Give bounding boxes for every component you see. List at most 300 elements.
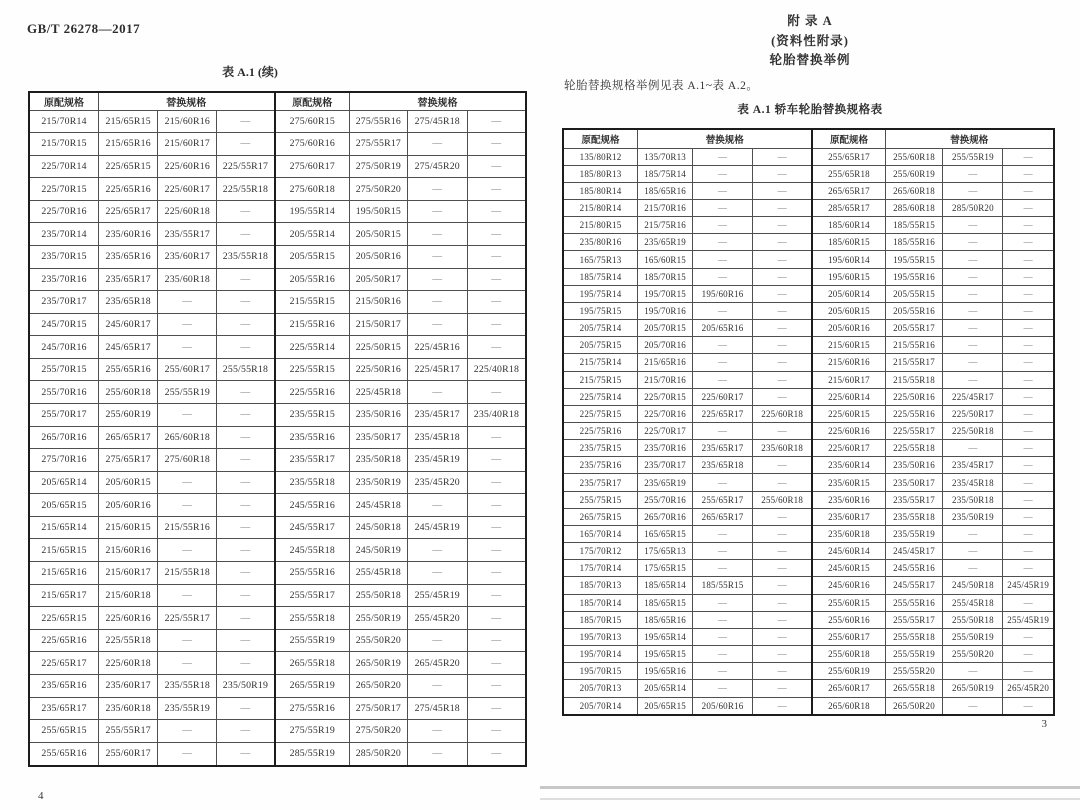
spec-cell: 195/70R15 [638,285,693,302]
spec-cell: — [943,217,1003,234]
spec-cell: 235/75R15 [563,440,638,457]
spec-cell: 255/65R15 [29,720,99,743]
table-row [29,449,526,472]
spec-cell: — [467,720,526,743]
spec-cell: 225/60R16 [99,607,158,630]
spec-cell: — [753,234,813,251]
page-right [540,0,1080,810]
table-row [563,199,1054,216]
table-row [563,440,1054,457]
spec-cell: — [217,133,275,156]
spec-cell: 255/60R17 [812,628,885,645]
spec-cell: 255/50R18 [350,584,408,607]
table-row [563,457,1054,474]
spec-cell: — [217,494,275,517]
spec-cell: 235/60R17 [158,245,217,268]
spec-cell: 205/65R15 [29,494,99,517]
spec-cell: — [943,354,1003,371]
spec-cell: — [467,133,526,156]
spec-cell: 235/60R18 [158,268,217,291]
spec-cell: 245/50R18 [943,577,1003,594]
spec-cell: — [217,291,275,314]
spec-cell: 255/55R18 [275,607,350,630]
spec-cell: — [217,200,275,223]
spec-cell: 225/65R16 [99,178,158,201]
spec-cell: 235/65R18 [693,457,753,474]
spec-cell: — [1003,165,1054,182]
right-spec-table [562,128,1055,716]
table-row [563,525,1054,542]
spec-cell: 265/65R17 [812,182,885,199]
spec-cell: — [693,371,753,388]
spec-cell: — [693,354,753,371]
spec-cell: 235/55R18 [217,245,275,268]
spec-cell: — [158,652,217,675]
spec-cell: 255/50R19 [350,607,408,630]
spec-cell: 265/75R15 [563,508,638,525]
spec-cell: 275/50R19 [350,155,408,178]
spec-cell: — [217,426,275,449]
spec-cell: 275/70R16 [29,449,99,472]
table-row [563,182,1054,199]
table-row [563,680,1054,697]
spec-cell: 215/65R15 [99,110,158,133]
spec-cell: 225/55R17 [158,607,217,630]
spec-cell: 225/70R15 [29,178,99,201]
table-row [563,594,1054,611]
spec-cell: — [158,404,217,427]
spec-cell: — [1003,560,1054,577]
table-row [563,148,1054,165]
spec-cell: 205/55R15 [275,245,350,268]
spec-cell: 185/80R13 [563,165,638,182]
spec-cell: 235/50R18 [350,449,408,472]
spec-cell: 225/60R18 [99,652,158,675]
table-row [29,268,526,291]
spec-cell: 205/60R15 [99,471,158,494]
spec-cell: — [407,245,467,268]
spec-cell: 215/65R16 [29,562,99,585]
spec-cell: — [467,629,526,652]
spec-cell: — [1003,337,1054,354]
table-row [29,516,526,539]
spec-cell: 285/65R17 [812,199,885,216]
spec-cell: 245/70R16 [29,336,99,359]
spec-cell: 215/65R16 [99,133,158,156]
spec-cell: 255/60R17 [99,742,158,766]
spec-cell: — [1003,491,1054,508]
spec-cell: — [217,720,275,743]
spec-cell: 245/65R17 [99,336,158,359]
spec-cell: 255/65R18 [812,165,885,182]
spec-cell: 205/60R16 [693,697,753,715]
spec-cell: — [753,302,813,319]
table-row [563,285,1054,302]
spec-cell: 255/60R19 [99,404,158,427]
spec-cell: 225/60R17 [158,178,217,201]
spec-cell: 255/45R19 [407,584,467,607]
spec-cell: 255/50R20 [350,629,408,652]
table-row [563,611,1054,628]
spec-cell: — [753,611,813,628]
table-row [563,388,1054,405]
spec-cell: — [1003,440,1054,457]
spec-cell: 175/70R14 [563,560,638,577]
spec-cell: 195/70R15 [563,663,638,680]
spec-cell: — [467,223,526,246]
spec-cell: 255/45R19 [1003,611,1054,628]
spec-cell: 205/65R15 [638,697,693,715]
spec-cell: 255/65R17 [693,491,753,508]
spec-cell: — [753,508,813,525]
spec-cell: 205/55R15 [885,285,943,302]
table-row [563,165,1054,182]
spec-cell: 255/70R15 [29,358,99,381]
spec-cell: — [1003,251,1054,268]
spec-cell: — [1003,182,1054,199]
spec-cell: 165/65R15 [638,525,693,542]
spec-cell: 245/45R19 [1003,577,1054,594]
spec-cell: — [943,285,1003,302]
spec-cell: — [753,388,813,405]
spec-cell: — [217,268,275,291]
spec-cell: 225/50R16 [885,388,943,405]
table-row [29,697,526,720]
spec-cell: — [1003,302,1054,319]
spec-cell: 245/60R16 [812,577,885,594]
spec-cell: 255/65R16 [99,358,158,381]
spec-cell: 215/75R15 [563,371,638,388]
spec-cell: — [1003,388,1054,405]
spec-cell: — [753,628,813,645]
spec-cell: — [693,628,753,645]
spec-cell: 255/60R16 [812,611,885,628]
spec-cell: 235/65R18 [99,291,158,314]
spec-cell: 235/70R17 [29,291,99,314]
spec-cell: — [467,607,526,630]
spec-cell: 275/55R16 [350,110,408,133]
spec-cell: 185/60R15 [812,234,885,251]
spec-cell: 205/65R14 [638,680,693,697]
spec-cell: 225/55R17 [217,155,275,178]
spec-cell: 265/50R19 [350,652,408,675]
table-row [563,354,1054,371]
spec-cell: — [1003,663,1054,680]
spec-cell: 215/60R16 [812,354,885,371]
table-row [29,607,526,630]
spec-cell: 235/70R15 [29,245,99,268]
table-row [29,742,526,766]
spec-cell: — [753,268,813,285]
spec-cell: — [158,313,217,336]
spec-cell: 245/55R17 [885,577,943,594]
spec-cell: — [467,110,526,133]
spec-cell: 185/75R14 [563,268,638,285]
spec-cell: 255/55R20 [885,663,943,680]
spec-cell: 235/65R19 [638,474,693,491]
header-replacement-spec: 替换规格 [885,129,1054,148]
spec-cell: 235/65R16 [99,245,158,268]
spec-cell: 235/55R19 [158,697,217,720]
spec-cell: 215/55R18 [885,371,943,388]
spec-cell: 235/60R16 [99,223,158,246]
spec-cell: 235/65R16 [29,674,99,697]
table-row [563,577,1054,594]
spec-cell: 235/45R19 [407,449,467,472]
spec-cell: 215/80R15 [563,217,638,234]
spec-cell: 275/50R20 [350,178,408,201]
spec-cell: — [217,539,275,562]
spec-cell: 185/65R16 [638,611,693,628]
spec-cell: — [693,560,753,577]
table-row [563,251,1054,268]
spec-cell: — [407,268,467,291]
spec-cell: 255/55R16 [275,562,350,585]
spec-cell: 265/55R19 [275,674,350,697]
spec-cell: — [693,268,753,285]
spec-cell: — [943,543,1003,560]
table-row [563,217,1054,234]
spec-cell: 195/70R14 [563,646,638,663]
table-row [29,223,526,246]
spec-cell: — [693,543,753,560]
spec-cell: 245/55R17 [275,516,350,539]
spec-cell: 175/70R12 [563,543,638,560]
spec-cell: 195/75R15 [563,302,638,319]
table-row [563,320,1054,337]
spec-cell: 185/65R16 [638,182,693,199]
spec-cell: — [753,594,813,611]
left-spec-table [28,91,527,767]
spec-cell: 245/55R18 [275,539,350,562]
spec-cell: 265/65R17 [693,508,753,525]
spec-cell: — [467,471,526,494]
spec-cell: 205/65R16 [693,320,753,337]
spec-cell: — [1003,697,1054,715]
spec-cell: 215/60R17 [812,371,885,388]
spec-cell: — [753,474,813,491]
spec-cell: 225/55R15 [275,358,350,381]
spec-cell: — [467,516,526,539]
spec-cell: 235/60R18 [99,697,158,720]
spec-cell: — [753,251,813,268]
spec-cell: 255/55R18 [885,628,943,645]
spec-cell: 255/70R17 [29,404,99,427]
spec-cell: 205/55R16 [275,268,350,291]
spec-cell: 225/60R15 [812,405,885,422]
spec-cell: — [753,646,813,663]
spec-cell: 225/70R16 [638,405,693,422]
spec-cell: 235/65R19 [638,234,693,251]
spec-cell: 195/70R16 [638,302,693,319]
spec-cell: 255/60R19 [812,663,885,680]
spec-cell: 205/60R15 [812,302,885,319]
spec-cell: — [1003,199,1054,216]
spec-cell: 215/75R16 [638,217,693,234]
spec-cell: 225/55R18 [217,178,275,201]
spec-cell: 225/60R17 [693,388,753,405]
spec-cell: — [753,337,813,354]
spec-cell: — [753,199,813,216]
spec-cell: 245/70R15 [29,313,99,336]
table-row [563,405,1054,422]
spec-cell: — [407,223,467,246]
appendix-topic: 轮胎替换举例 [769,53,851,67]
spec-cell: 255/50R20 [943,646,1003,663]
spec-cell: — [467,494,526,517]
spec-cell: 215/65R16 [638,354,693,371]
spec-cell: 255/70R16 [29,381,99,404]
spec-cell: 255/55R16 [885,594,943,611]
spec-cell: 205/60R16 [812,320,885,337]
spec-cell: 205/70R16 [638,337,693,354]
spec-cell: — [1003,320,1054,337]
spec-cell: — [467,742,526,766]
spec-cell: 215/55R16 [158,516,217,539]
spec-cell: — [693,611,753,628]
spec-cell: 235/50R19 [217,674,275,697]
spec-cell: 255/45R18 [350,562,408,585]
standard-code: GB/T 26278—2017 [27,21,141,36]
spec-cell: 235/50R17 [350,426,408,449]
appendix-heading [540,12,1080,71]
spec-cell: — [1003,628,1054,645]
spec-cell: 255/60R17 [158,358,217,381]
spec-cell: — [217,110,275,133]
spec-cell: 205/70R14 [563,697,638,715]
spec-cell: 215/65R15 [29,539,99,562]
spec-cell: — [217,607,275,630]
spec-cell: — [1003,508,1054,525]
spec-cell: 265/50R20 [885,697,943,715]
spec-cell: 225/60R17 [812,440,885,457]
spec-cell: 225/50R16 [350,358,408,381]
spec-cell: 275/45R20 [407,155,467,178]
spec-cell: 235/55R18 [885,508,943,525]
spec-cell: 185/55R15 [885,217,943,234]
table-row [563,560,1054,577]
right-table-header-row [563,129,1054,148]
spec-cell: — [693,302,753,319]
spec-cell: 235/70R16 [29,268,99,291]
spec-cell: 205/50R15 [350,223,408,246]
spec-cell: — [1003,423,1054,440]
spec-cell: 255/55R19 [275,629,350,652]
spec-cell: 265/60R18 [812,697,885,715]
spec-cell: — [693,474,753,491]
spec-cell: 255/60R18 [99,381,158,404]
spec-cell: 215/60R16 [99,539,158,562]
spec-cell: 265/45R20 [1003,680,1054,697]
spec-cell: 185/65R14 [638,577,693,594]
spec-cell: 265/70R16 [638,508,693,525]
spec-cell: — [943,440,1003,457]
spec-cell: — [217,449,275,472]
spec-cell: 215/60R15 [99,516,158,539]
spec-cell: — [693,182,753,199]
spec-cell: 235/70R14 [29,223,99,246]
spec-cell: 255/55R17 [275,584,350,607]
spec-cell: 235/50R19 [350,471,408,494]
spec-cell: 255/60R18 [812,646,885,663]
spec-cell: 275/60R16 [275,133,350,156]
spec-cell: 265/70R16 [29,426,99,449]
spec-cell: — [943,697,1003,715]
spec-cell: 205/60R16 [99,494,158,517]
spec-cell: 225/55R16 [275,381,350,404]
spec-cell: 235/80R16 [563,234,638,251]
table-row [563,543,1054,560]
table-row [29,178,526,201]
spec-cell: 185/70R14 [563,594,638,611]
spec-cell: 285/50R20 [943,199,1003,216]
spec-cell: — [467,426,526,449]
spec-cell: 255/55R19 [885,646,943,663]
table-row [29,155,526,178]
spec-cell: 185/55R15 [693,577,753,594]
spec-cell: 225/70R15 [638,388,693,405]
spec-cell: 265/60R17 [812,680,885,697]
spec-cell: 215/60R15 [812,337,885,354]
spec-cell: — [467,449,526,472]
spec-cell: — [943,320,1003,337]
header-original-spec: 原配规格 [812,129,885,148]
spec-cell: — [1003,268,1054,285]
spec-cell: — [467,381,526,404]
table-row [29,674,526,697]
spec-cell: 225/75R14 [563,388,638,405]
spec-cell: 255/55R19 [158,381,217,404]
spec-cell: — [217,381,275,404]
header-original-spec: 原配规格 [563,129,638,148]
table-row [29,629,526,652]
spec-cell: — [693,199,753,216]
spec-cell: 235/50R18 [943,491,1003,508]
spec-cell: 225/60R18 [158,200,217,223]
spec-cell: 225/70R14 [29,155,99,178]
spec-cell: — [753,697,813,715]
spec-cell: 235/75R16 [563,457,638,474]
spec-cell: — [1003,405,1054,422]
table-row [563,663,1054,680]
spec-cell: — [467,245,526,268]
spec-cell: 225/65R16 [29,629,99,652]
spec-cell: — [943,560,1003,577]
spec-cell: 285/60R18 [885,199,943,216]
spec-cell: 195/65R16 [638,663,693,680]
table-row [29,404,526,427]
spec-cell: 265/60R18 [158,426,217,449]
spec-cell: — [467,584,526,607]
spec-cell: 215/55R16 [275,313,350,336]
spec-cell: — [943,234,1003,251]
spec-cell: — [693,594,753,611]
spec-cell: 255/60R18 [885,148,943,165]
spec-cell: 235/55R18 [158,674,217,697]
spec-cell: — [753,663,813,680]
spec-cell: — [693,165,753,182]
spec-cell: — [467,539,526,562]
spec-cell: 275/45R18 [407,697,467,720]
spec-cell: — [467,697,526,720]
spec-cell: 185/80R14 [563,182,638,199]
spec-cell: — [753,577,813,594]
table-row [29,539,526,562]
spec-cell: — [158,720,217,743]
spec-cell: 285/50R20 [350,742,408,766]
spec-cell: — [753,217,813,234]
spec-cell: 225/65R15 [29,607,99,630]
